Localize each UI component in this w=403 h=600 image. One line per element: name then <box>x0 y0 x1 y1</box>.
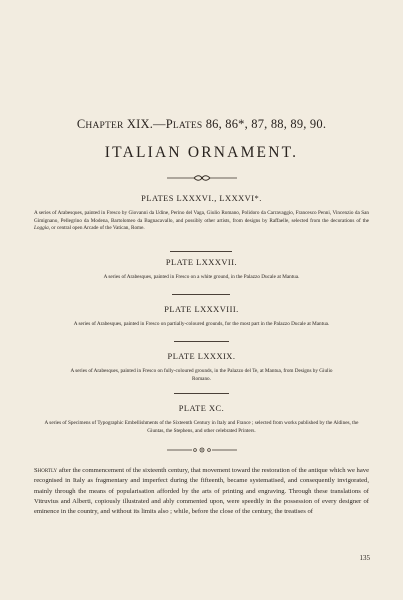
body-first-word: Shortly <box>34 467 58 474</box>
section-rule <box>174 341 229 342</box>
plate-description-87: A series of Arabesques, painted in Fresco on a white ground, in the Palazzo Ducale at Mantua. <box>103 274 300 280</box>
section-rule <box>172 294 230 295</box>
chapter-heading <box>0 117 403 132</box>
section-rule <box>174 393 229 394</box>
chapter-word-initial: C <box>76 117 86 131</box>
section-rule <box>170 251 232 252</box>
plate-heading-89: PLATE LXXXIX. <box>167 352 236 361</box>
body-text: after the commencement of the sixteenth century, that movement toward the restoration of the antique which we have recognised in Italy as fragmentary and imperfect during the fifteenth, became systematised, and consequently invigorated, mainly through the means of popularisation afforded by the arts of printing and engraving. Through these translations of Vitruvius and Alberti, copiously illustrated and ably commented upon, were speedily in the possession of every designer of eminence in the country, and without its limits also ; while, before the close of the century, the treatises of <box>34 467 369 516</box>
plate-heading-86: PLATES LXXXVI., LXXXVI*. <box>141 194 262 203</box>
page-number: 135 <box>359 554 370 562</box>
loggia-italic: Loggia <box>34 225 49 232</box>
chapter-number: XIX. <box>126 117 154 131</box>
ornament-divider-bottom <box>0 446 403 454</box>
plate-description-88: A series of Arabesques, painted in Fresco on partially-coloured grounds, for the most part in the Palazzo Ducale at Mantua. <box>73 321 330 327</box>
body-paragraph <box>34 466 369 517</box>
plate-heading-90: PLATE XC. <box>178 404 225 413</box>
chapter-word-rest: HAPTER <box>85 121 124 131</box>
ornament-divider-top <box>0 174 403 182</box>
plates-word-initial: P <box>165 117 173 131</box>
plate-description-86 <box>34 210 369 233</box>
page-title: ITALIAN ORNAMENT. <box>104 144 299 161</box>
plate-description-text: A series of Arabesques, painted in Fresco by Giovanni da Udine, Perino del Vaga, Giulio Romano, Polidoro da Carravaggio, Francesco Penni, Vincenzio da San Gimignano, Pellegrino da Modena, Bartolomeo da Bagnacavallo, and possibly other artists, from designs by Raffaelle, selected from the decorations of the Loggia, or central open Arcade of the Vatican, Rome. <box>34 210 369 232</box>
plate-description-90: A series of Specimens of Typographic Embellishments of the Sixteenth Century in Italy and France ; selected from works published by the Aldines, the Giuntas, the Stephens, and other celebrated Printers. <box>44 420 359 434</box>
chapter-dash: — <box>153 117 166 131</box>
plate-heading-88: PLATE LXXXVIII. <box>164 305 239 314</box>
plates-word-rest: LATES <box>172 121 203 131</box>
plate-description-89: A series of Arabesques, painted in Fresco on fully-coloured grounds, in the Palazzo del Te, at Mantua, from Designs by Giulio Romano. <box>70 368 333 382</box>
plate-heading-87: PLATE LXXXVII. <box>165 258 238 267</box>
plate-numbers: 86, 86*, 87, 88, 89, 90. <box>205 117 327 131</box>
